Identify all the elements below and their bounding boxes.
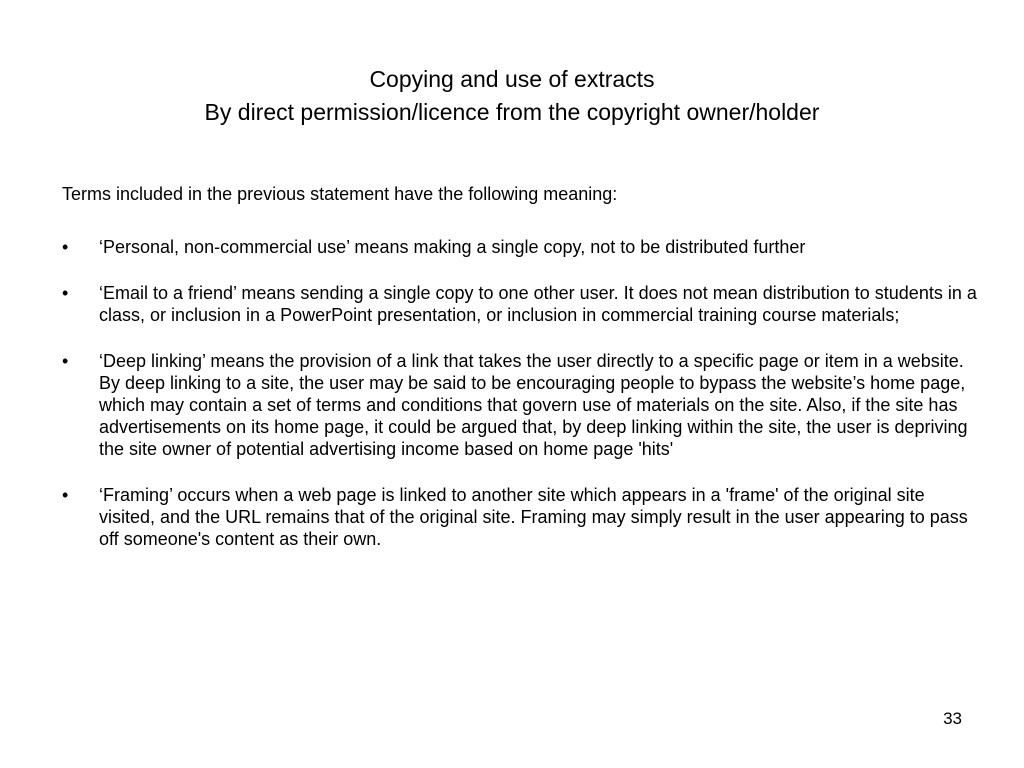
title-line-2: By direct permission/licence from the copyright owner/holder: [204, 99, 820, 125]
bullet-marker: •: [62, 351, 69, 371]
bullet-item-email-friend: [62, 282, 982, 326]
bullet-marker: •: [62, 283, 69, 303]
bullet-item-framing: [62, 484, 982, 550]
slide-title: [0, 63, 1024, 129]
bullet-marker: •: [62, 237, 69, 257]
bullet-text: ‘Email to a friend’ means sending a single copy to one other user. It does not mean distribution to students in a class, or inclusion in a PowerPoint presentation, or inclusion in commercial training course materials;: [99, 283, 977, 325]
bullet-item-personal-use: [62, 236, 982, 258]
intro-text: Terms included in the previous statement have the following meaning:: [62, 184, 618, 204]
bullet-text: ‘Deep linking’ means the provision of a link that takes the user directly to a specific page or item in a website. By deep linking to a site, the user may be said to be encouraging people to bypass the website’s home page, which may contain a set of terms and conditions that govern use of materials on the site. Also, if the site has advertisements on its home page, it could be argued that, by deep linking within the site, the user is depriving the site owner of potential advertising income based on home page 'hits': [99, 351, 968, 459]
bullet-text: ‘Framing’ occurs when a web page is linked to another site which appears in a 'frame' of the original site visited, and the URL remains that of the original site. Framing may simply result in the user appearing to pass off someone's content as their own.: [99, 485, 968, 549]
title-line-1: Copying and use of extracts: [369, 66, 655, 92]
page-number: 33: [943, 709, 962, 728]
bullet-item-deep-linking: [62, 350, 982, 460]
bullet-text: ‘Personal, non-commercial use’ means making a single copy, not to be distributed further: [99, 237, 806, 257]
bullet-marker: •: [62, 485, 69, 505]
bullet-list: [62, 236, 982, 550]
